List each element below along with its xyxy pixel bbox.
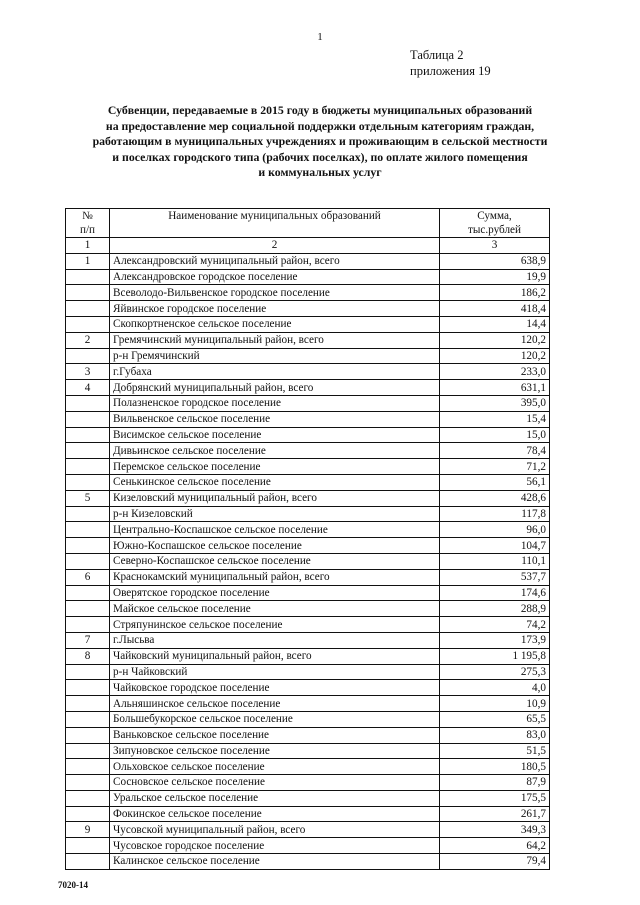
- header-number-line1: №: [82, 210, 93, 222]
- row-number: [66, 617, 110, 633]
- row-number: 5: [66, 490, 110, 506]
- row-number: [66, 269, 110, 285]
- table-row: [66, 664, 550, 680]
- row-name: Майское сельское поселение: [110, 601, 440, 617]
- table-row: [66, 648, 550, 664]
- row-name: Южно-Коспашское сельское поселение: [110, 538, 440, 554]
- table-row: [66, 838, 550, 854]
- row-value: 51,5: [440, 743, 550, 759]
- row-number: [66, 806, 110, 822]
- table-header-row: [66, 209, 550, 238]
- row-number: 8: [66, 648, 110, 664]
- row-value: 15,0: [440, 427, 550, 443]
- row-value: 638,9: [440, 253, 550, 269]
- row-number: 4: [66, 380, 110, 396]
- page-number: 1: [317, 31, 323, 43]
- row-number: [66, 854, 110, 870]
- row-name: г.Губаха: [110, 364, 440, 380]
- header-name: Наименование муниципальных образований: [110, 209, 440, 238]
- row-name: Полазненское городское поселение: [110, 395, 440, 411]
- row-name: Северно-Коспашское сельское поселение: [110, 553, 440, 569]
- table-row: [66, 601, 550, 617]
- row-name: Калинское сельское поселение: [110, 854, 440, 870]
- table-row: [66, 727, 550, 743]
- row-value: 19,9: [440, 269, 550, 285]
- table-row: [66, 348, 550, 364]
- table-row: [66, 553, 550, 569]
- row-value: 65,5: [440, 711, 550, 727]
- row-value: 79,4: [440, 854, 550, 870]
- row-value: 120,2: [440, 348, 550, 364]
- table-row: [66, 411, 550, 427]
- table-ref-line1: Таблица 2: [410, 48, 464, 62]
- table-row: [66, 490, 550, 506]
- row-value: 10,9: [440, 696, 550, 712]
- row-name: Чайковский муниципальный район, всего: [110, 648, 440, 664]
- row-name: Фокинское сельское поселение: [110, 806, 440, 822]
- table-row: [66, 395, 550, 411]
- row-name: Зипуновское сельское поселение: [110, 743, 440, 759]
- row-number: 6: [66, 569, 110, 585]
- table-row: [66, 569, 550, 585]
- table-row: [66, 806, 550, 822]
- row-value: 87,9: [440, 775, 550, 791]
- table-row: [66, 790, 550, 806]
- row-number: [66, 348, 110, 364]
- row-name: Кизеловский муниципальный район, всего: [110, 490, 440, 506]
- row-name: р-н Кизеловский: [110, 506, 440, 522]
- row-value: 74,2: [440, 617, 550, 633]
- row-number: 7: [66, 632, 110, 648]
- title-line: и коммунальных услуг: [258, 165, 382, 179]
- row-value: 428,6: [440, 490, 550, 506]
- row-value: 261,7: [440, 806, 550, 822]
- row-name: Стряпунинское сельское поселение: [110, 617, 440, 633]
- row-number: [66, 664, 110, 680]
- row-name: Альняшинское сельское поселение: [110, 696, 440, 712]
- header-number: [66, 209, 110, 238]
- table-row: [66, 854, 550, 870]
- row-number: [66, 459, 110, 475]
- row-name: Краснокамский муниципальный район, всего: [110, 569, 440, 585]
- title-line: работающим в муниципальных учреждениях и проживающим в сельской местности: [92, 134, 548, 148]
- row-number: [66, 411, 110, 427]
- column-index-row: [66, 238, 550, 254]
- table-row: [66, 459, 550, 475]
- row-value: 173,9: [440, 632, 550, 648]
- row-name: р-н Гремячинский: [110, 348, 440, 364]
- table-row: [66, 585, 550, 601]
- row-name: Сенькинское сельское поселение: [110, 474, 440, 490]
- header-sum: [440, 209, 550, 238]
- row-number: [66, 506, 110, 522]
- table-row: [66, 380, 550, 396]
- row-name: г.Лысьва: [110, 632, 440, 648]
- row-number: [66, 427, 110, 443]
- row-value: 180,5: [440, 759, 550, 775]
- row-number: 2: [66, 332, 110, 348]
- table-row: [66, 538, 550, 554]
- row-number: 9: [66, 822, 110, 838]
- row-value: 186,2: [440, 285, 550, 301]
- subventions-table: [65, 208, 550, 870]
- row-value: 83,0: [440, 727, 550, 743]
- row-number: [66, 790, 110, 806]
- table-body: [66, 253, 550, 869]
- column-index: 2: [110, 238, 440, 254]
- row-name: Чусовской муниципальный район, всего: [110, 822, 440, 838]
- table-row: [66, 474, 550, 490]
- row-value: 175,5: [440, 790, 550, 806]
- table-row: [66, 743, 550, 759]
- row-number: [66, 838, 110, 854]
- row-name: Перемское сельское поселение: [110, 459, 440, 475]
- table-row: [66, 711, 550, 727]
- row-number: 1: [66, 253, 110, 269]
- row-value: 15,4: [440, 411, 550, 427]
- row-value: 233,0: [440, 364, 550, 380]
- row-value: 288,9: [440, 601, 550, 617]
- header-sum-line2: тыс.рублей: [467, 224, 521, 236]
- row-number: [66, 743, 110, 759]
- table-row: [66, 696, 550, 712]
- row-value: 96,0: [440, 522, 550, 538]
- row-number: [66, 775, 110, 791]
- row-number: [66, 522, 110, 538]
- row-number: [66, 553, 110, 569]
- row-name: Чусовское городское поселение: [110, 838, 440, 854]
- row-name: Ольховское сельское поселение: [110, 759, 440, 775]
- row-value: 64,2: [440, 838, 550, 854]
- row-number: [66, 538, 110, 554]
- row-number: [66, 601, 110, 617]
- column-index: 1: [66, 238, 110, 254]
- row-value: 418,4: [440, 301, 550, 317]
- row-number: [66, 443, 110, 459]
- row-number: [66, 395, 110, 411]
- row-value: 117,8: [440, 506, 550, 522]
- row-number: [66, 285, 110, 301]
- row-name: Чайковское городское поселение: [110, 680, 440, 696]
- row-name: Александровское городское поселение: [110, 269, 440, 285]
- row-number: [66, 759, 110, 775]
- row-value: 275,3: [440, 664, 550, 680]
- row-value: 120,2: [440, 332, 550, 348]
- row-name: Всеволодо-Вильвенское городское поселение: [110, 285, 440, 301]
- table-row: [66, 680, 550, 696]
- title-line: и поселках городского типа (рабочих поселках), по оплате жилого помещения: [112, 149, 528, 164]
- row-name: Ваньковское сельское поселение: [110, 727, 440, 743]
- title-line: Субвенции, передаваемые в 2015 году в бюджеты муниципальных образований: [107, 103, 533, 117]
- table-row: [66, 443, 550, 459]
- row-name: Оверятское городское поселение: [110, 585, 440, 601]
- header-sum-line1: Сумма,: [477, 210, 512, 222]
- row-name: Яйвинское городское поселение: [110, 301, 440, 317]
- row-number: [66, 727, 110, 743]
- row-name: Висимское сельское поселение: [110, 427, 440, 443]
- row-number: [66, 711, 110, 727]
- row-name: Скопкортненское сельское поселение: [110, 316, 440, 332]
- table-row: [66, 301, 550, 317]
- table-row: [66, 822, 550, 838]
- row-value: 104,7: [440, 538, 550, 554]
- row-number: [66, 696, 110, 712]
- row-value: 174,6: [440, 585, 550, 601]
- table-row: [66, 632, 550, 648]
- row-number: 3: [66, 364, 110, 380]
- row-name: Гремячинский муниципальный район, всего: [110, 332, 440, 348]
- row-name: р-н Чайковский: [110, 664, 440, 680]
- row-number: [66, 585, 110, 601]
- row-value: 631,1: [440, 380, 550, 396]
- header-number-line2: п/п: [79, 224, 96, 236]
- table-ref-line2: приложения 19: [410, 64, 491, 78]
- row-value: 110,1: [440, 553, 550, 569]
- row-number: [66, 316, 110, 332]
- row-value: 56,1: [440, 474, 550, 490]
- row-value: 1 195,8: [440, 648, 550, 664]
- row-value: 78,4: [440, 443, 550, 459]
- table-row: [66, 285, 550, 301]
- table-row: [66, 759, 550, 775]
- row-name: Александровский муниципальный район, всего: [110, 253, 440, 269]
- row-value: 349,3: [440, 822, 550, 838]
- table-row: [66, 427, 550, 443]
- table-row: [66, 506, 550, 522]
- row-value: 71,2: [440, 459, 550, 475]
- row-number: [66, 301, 110, 317]
- row-value: 537,7: [440, 569, 550, 585]
- table-reference: [410, 47, 491, 79]
- table-row: [66, 364, 550, 380]
- table-row: [66, 775, 550, 791]
- row-name: Центрально-Коспашское сельское поселение: [110, 522, 440, 538]
- row-value: 4,0: [440, 680, 550, 696]
- table-row: [66, 269, 550, 285]
- document-title: [60, 103, 580, 181]
- row-number: [66, 680, 110, 696]
- row-name: Дивьинское сельское поселение: [110, 443, 440, 459]
- table-row: [66, 253, 550, 269]
- row-value: 14,4: [440, 316, 550, 332]
- row-value: 395,0: [440, 395, 550, 411]
- footer-code: 7020-14: [58, 880, 88, 890]
- row-name: Сосновское сельское поселение: [110, 775, 440, 791]
- row-name: Добрянский муниципальный район, всего: [110, 380, 440, 396]
- row-name: Большебукорское сельское поселение: [110, 711, 440, 727]
- table-row: [66, 617, 550, 633]
- row-name: Вильвенское сельское поселение: [110, 411, 440, 427]
- row-number: [66, 474, 110, 490]
- table-row: [66, 522, 550, 538]
- table-row: [66, 332, 550, 348]
- row-name: Уральское сельское поселение: [110, 790, 440, 806]
- table-row: [66, 316, 550, 332]
- column-index: 3: [440, 238, 550, 254]
- title-line: на предоставление мер социальной поддержки отдельным категориям граждан,: [105, 118, 535, 133]
